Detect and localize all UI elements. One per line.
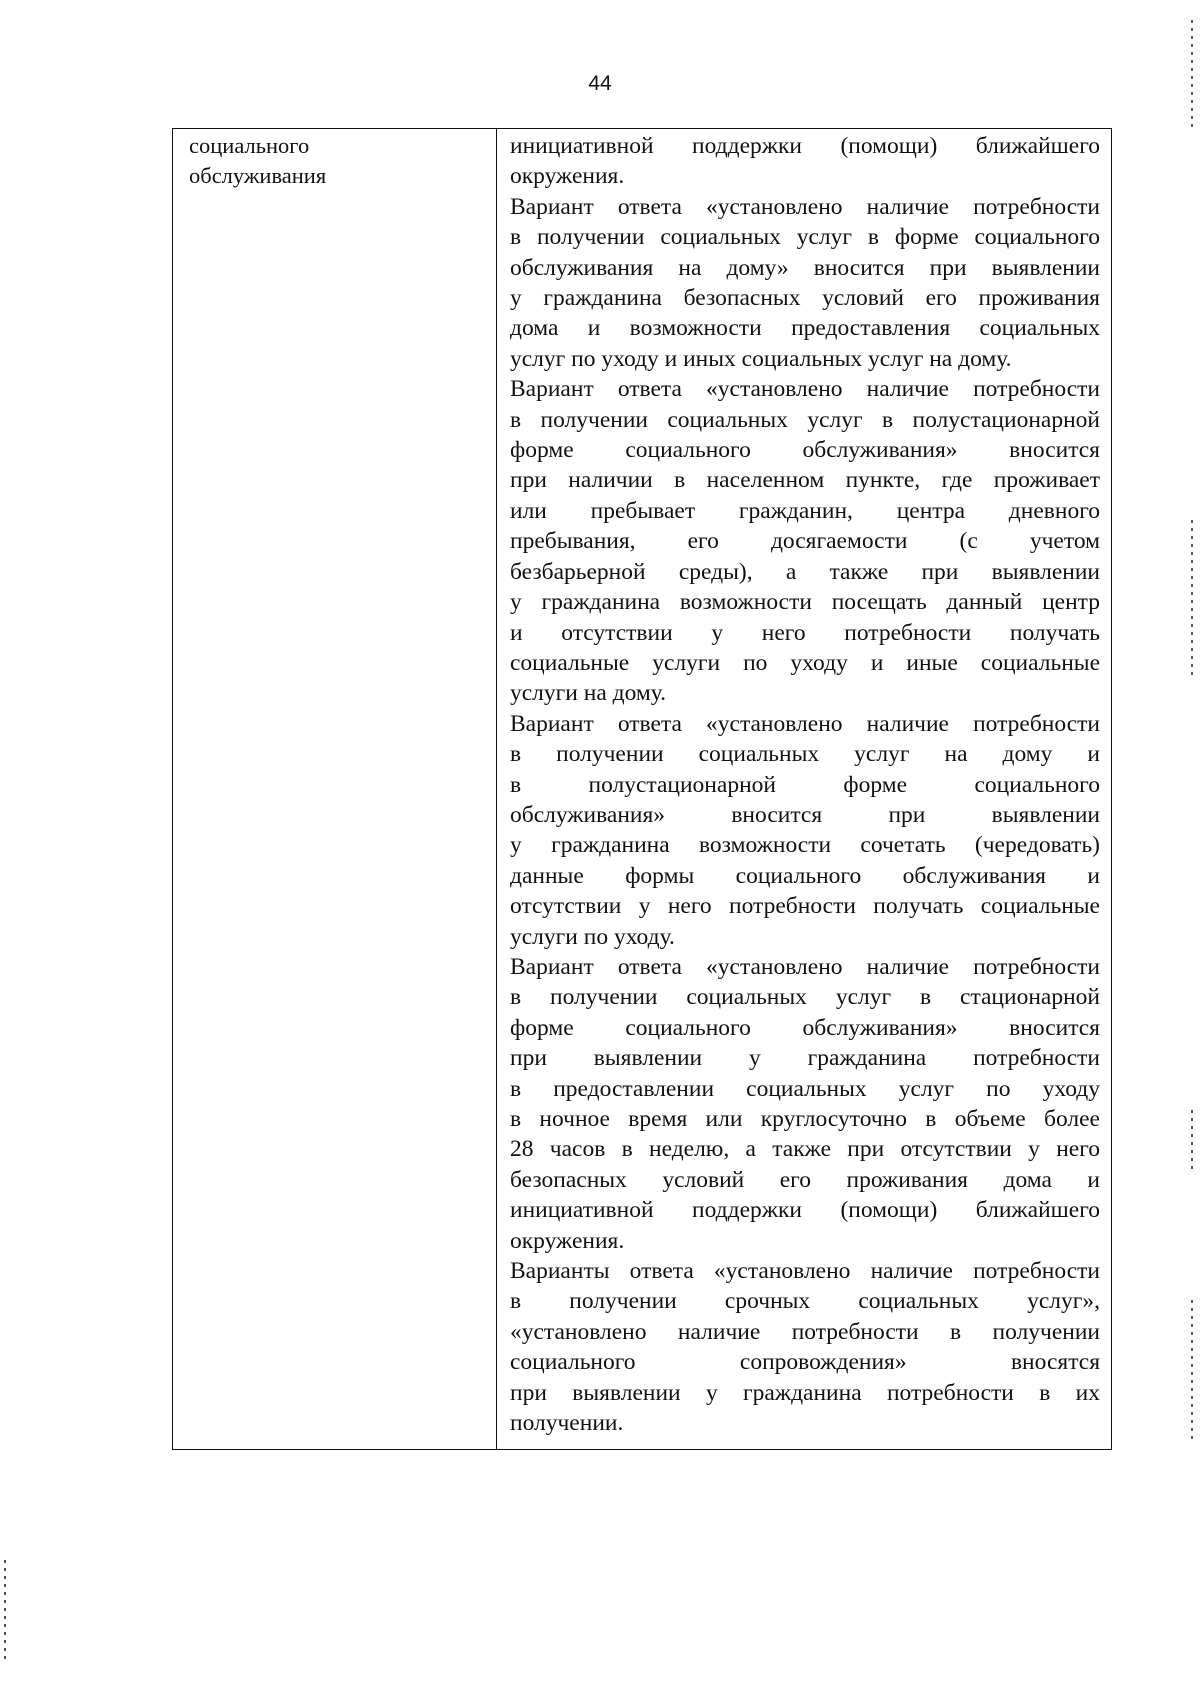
right-cell-line: в получении срочных социальных услуг», — [510, 1288, 1100, 1315]
right-cell-line: услуги на дому. — [510, 680, 667, 707]
right-cell-line: в получении социальных услуг в форме социального — [510, 224, 1100, 251]
right-cell-line: Вариант ответа «установлено наличие потребности — [510, 953, 1100, 980]
right-cell-line: Варианты ответа «установлено наличие потребности — [510, 1258, 1100, 1285]
right-cell-line: безопасных условий его проживания дома и — [510, 1166, 1100, 1193]
right-cell-line: и отсутствии у него потребности получать — [510, 619, 1100, 646]
right-cell-line: в предоставлении социальных услуг по уходу — [510, 1075, 1100, 1102]
right-cell-line: услуги по уходу. — [510, 923, 675, 950]
scan-edge-mark — [1191, 1110, 1193, 1170]
right-cell-line: отсутствии у него потребности получать социальные — [510, 893, 1100, 920]
right-cell-line: в получении социальных услуг в стационарной — [510, 984, 1100, 1011]
left-cell-line: социального — [189, 133, 310, 158]
right-cell-line: получении. — [510, 1410, 624, 1437]
right-cell-line: «установлено наличие потребности в получении — [510, 1318, 1100, 1345]
right-cell-line: у гражданина возможности посещать данный центр — [510, 589, 1100, 616]
scan-edge-mark — [1191, 20, 1193, 130]
right-cell-line: 28 часов в неделю, а также при отсутствии у него — [510, 1136, 1100, 1163]
right-cell-line: форме социального обслуживания» вносится — [510, 437, 1100, 464]
right-cell-line: безбарьерной среды), а также при выявлении — [510, 558, 1100, 585]
scan-edge-mark — [1191, 520, 1193, 680]
left-cell-line: обслуживания — [189, 163, 327, 189]
right-cell-line: при выявлении у гражданина потребности в их — [510, 1379, 1100, 1406]
right-cell-line: при выявлении у гражданина потребности — [510, 1045, 1100, 1072]
right-cell-line: пребывания, его досягаемости (с учетом — [510, 528, 1100, 555]
right-cell-line: у гражданина безопасных условий его проживания — [510, 285, 1100, 312]
right-cell-line: инициативной поддержки (помощи) ближайшего — [510, 1197, 1100, 1224]
right-cell-line: окружения. — [510, 1227, 625, 1254]
right-cell-line: Вариант ответа «установлено наличие потребности — [510, 193, 1100, 220]
right-cell-line: в ночное время или круглосуточно в объеме более — [510, 1106, 1100, 1132]
right-cell-line: социальные услуги по уходу и иные социальные — [510, 649, 1100, 676]
right-cell-line: в получении социальных услуг на дому и — [510, 741, 1100, 768]
right-cell-line: или пребывает гражданин, центра дневного — [510, 497, 1100, 524]
right-cell-line: социального сопровождения» вносятся — [510, 1349, 1100, 1376]
right-cell-line: дома и возможности предоставления социальных — [510, 315, 1100, 342]
right-cell-line: услуг по уходу и иных социальных услуг на дому. — [510, 345, 1012, 372]
left-cell — [189, 131, 485, 192]
right-cell — [510, 131, 1100, 1438]
right-cell-line: обслуживания» вносится при выявлении — [510, 801, 1100, 828]
scan-edge-mark — [1191, 1300, 1193, 1440]
right-cell-line: Вариант ответа «установлено наличие потребности — [510, 710, 1100, 737]
right-cell-line: данные формы социального обслуживания и — [510, 862, 1100, 889]
column-divider — [496, 129, 497, 1449]
page-number: 44 — [588, 72, 612, 95]
right-cell-line: Вариант ответа «установлено наличие потребности — [510, 376, 1100, 403]
right-cell-line: окружения. — [510, 163, 625, 190]
scan-edge-mark — [4, 1560, 6, 1660]
right-cell-line: в полустационарной форме социального — [510, 771, 1100, 798]
right-cell-line: в получении социальных услуг в полустационарной — [510, 406, 1100, 433]
right-cell-line: у гражданина возможности сочетать (чередовать) — [510, 832, 1100, 859]
document-table — [172, 128, 1112, 1450]
right-cell-line: при наличии в населенном пункте, где проживает — [510, 467, 1100, 494]
right-cell-line: форме социального обслуживания» вносится — [510, 1014, 1100, 1041]
right-cell-line: инициативной поддержки (помощи) ближайшего — [510, 133, 1100, 159]
right-cell-line: обслуживания на дому» вносится при выявлении — [510, 254, 1100, 281]
